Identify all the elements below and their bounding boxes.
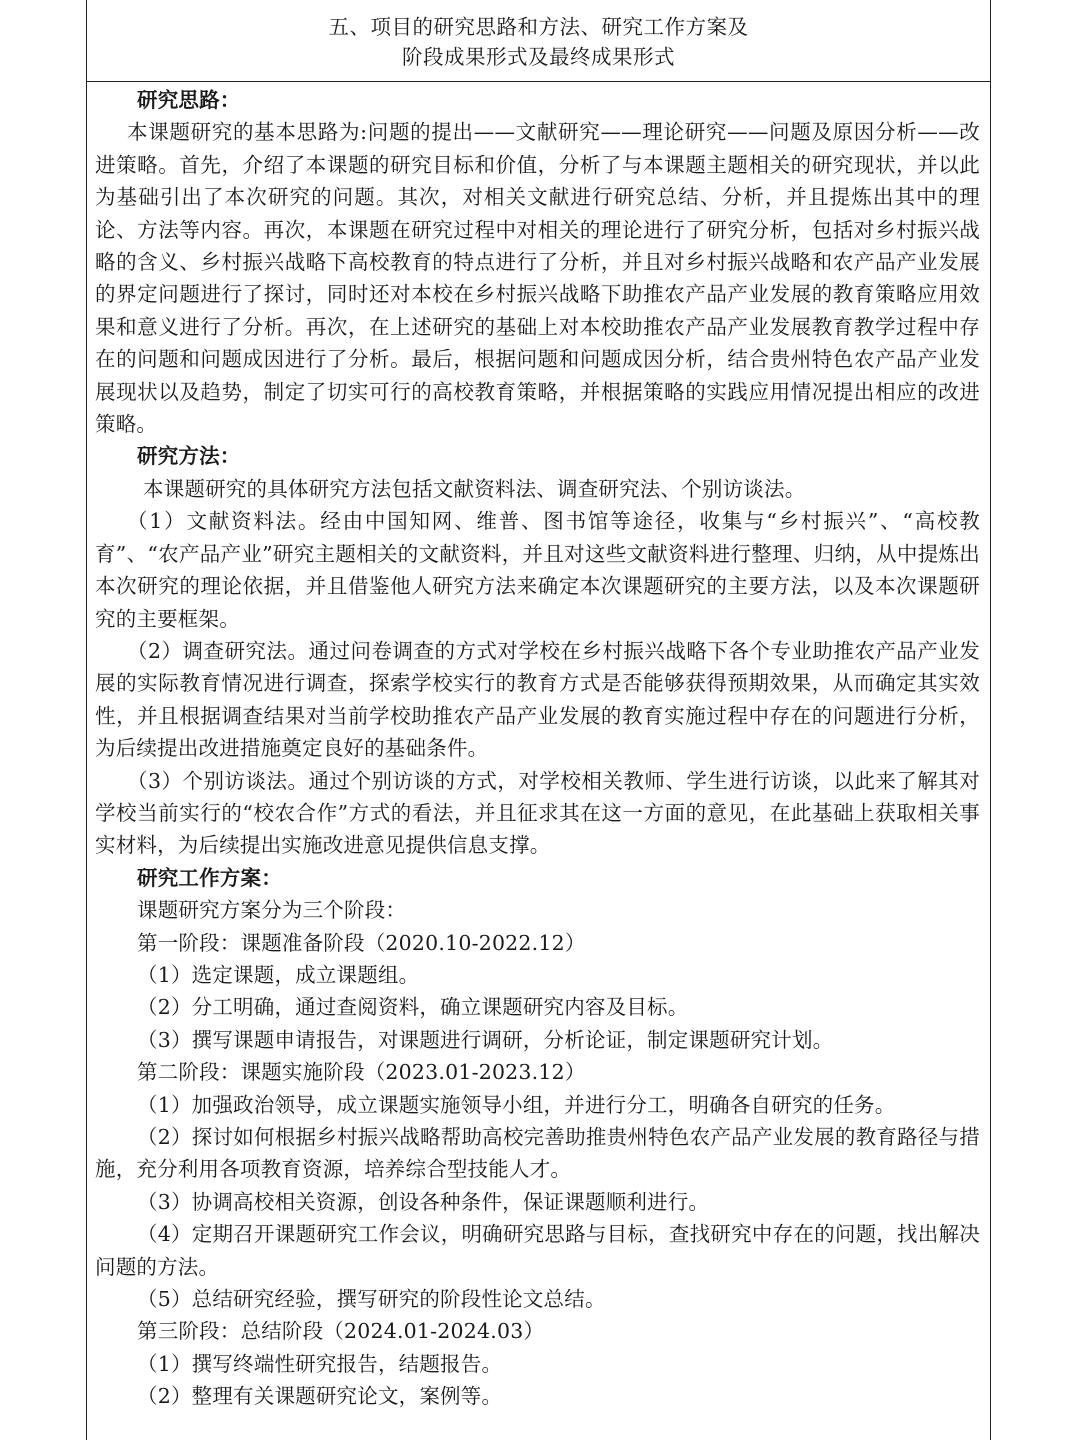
stage-1-item: （2）分工明确，通过查阅资料，确立课题研究内容及目标。 <box>137 995 689 1020</box>
stage-1-item: （1）选定课题，成立课题组。 <box>137 962 420 987</box>
research-approach-heading: 研究思路： <box>137 88 241 112</box>
stage-3-item: （2）整理有关课题研究论文，案例等。 <box>137 1384 503 1409</box>
section-title-line-1: 五、项目的研究思路和方法、研究工作方案及 <box>328 15 749 39</box>
section-title-cell <box>87 0 990 82</box>
stage-3-item: （1）撰写终端性研究报告，结题报告。 <box>137 1351 503 1376</box>
stage-2-item: （5）总结研究经验，撰写研究的阶段性论文总结。 <box>137 1287 606 1312</box>
research-methods-heading: 研究方法： <box>137 444 241 469</box>
stage-2-item: （1）加强政治领导，成立课题实施领导小组，并进行分工，明确各自研究的任务。 <box>137 1092 896 1117</box>
work-plan-heading: 研究工作方案： <box>137 865 282 890</box>
stage-2-item: （4）定期召开课题研究工作会议，明确研究思路与目标，查找研究中存在的问题，找出解决问题的方法。 <box>95 1222 980 1279</box>
stage-3-title: 第三阶段：总结阶段（2024.01-2024.03） <box>137 1319 545 1344</box>
document-table <box>86 0 991 1440</box>
research-methods-intro: 本课题研究的具体研究方法包括文献资料法、调查研究法、个别访谈法。 <box>143 476 806 501</box>
stage-2-item: （2）探讨如何根据乡村振兴战略帮助高校完善助推贵州特色农产品产业发展的教育路径与措施，充分利用各项教育资源，培养综合型技能人才。 <box>95 1125 980 1182</box>
section-body <box>87 82 990 1413</box>
work-plan-intro: 课题研究方案分为三个阶段： <box>137 898 407 923</box>
method-literature: （1）文献资料法。经由中国知网、维普、图书馆等途径，收集与“乡村振兴”、“高校教育”、“农产品产业”研究主题相关的文献资料，并且对这些文献资料进行整理、归纳，从中提炼出本次研究的理论依据，并且借鉴他人研究方法来确定本次课题研究的主要方法，以及本次课题研究的主要框架。 <box>95 509 980 631</box>
section-title-line-2: 阶段成果形式及最终成果形式 <box>402 45 675 69</box>
stage-1-title: 第一阶段：课题准备阶段（2020.10-2022.12） <box>137 930 586 955</box>
stage-2-item: （3）协调高校相关资源，创设各种条件，保证课题顺利进行。 <box>137 1189 710 1214</box>
research-approach-paragraph: 本课题研究的基本思路为:问题的提出——文献研究——理论研究——问题及原因分析——改进策略。首先，介绍了本课题的研究目标和价值，分析了与本课题主题相关的研究现状，并以此为基础引出了本次研究的问题。其次，对相关文献进行研究总结、分析，并且提炼出其中的理论、方法等内容。再次，本课题在研究过程中对相关的理论进行了研究分析，包括对乡村振兴战略的含义、乡村振兴战略下高校教育的特点进行了分析，并且对乡村振兴战略和农产品产业发展的界定问题进行了探讨，同时还对本校在乡村振兴战略下助推农产品产业发展的教育策略应用效果和意义进行了分析。再次，在上述研究的基础上对本校助推农产品产业发展教育教学过程中存在的问题和问题成因进行了分析。最后，根据问题和问题成因分析，结合贵州特色农产品产业发展现状以及趋势，制定了切实可行的高校教育策略，并根据策略的实践应用情况提出相应的改进策略。 <box>95 120 980 437</box>
stage-1-item: （3）撰写课题申请报告，对课题进行调研，分析论证，制定课题研究计划。 <box>137 1027 834 1052</box>
method-survey: （2）调查研究法。通过问卷调查的方式对学校在乡村振兴战略下各个专业助推农产品产业发展的实际教育情况进行调查，探索学校实行的教育方式是否能够获得预期效果，从而确定其实效性，并且根据调查结果对当前学校助推农产品产业发展的教育实施过程中存在的问题进行分析，为后续提出改进措施奠定良好的基础条件。 <box>95 638 980 761</box>
stage-2-title: 第二阶段：课题实施阶段（2023.01-2023.12） <box>137 1060 586 1085</box>
method-interview: （3）个别访谈法。通过个别访谈的方式，对学校相关教师、学生进行访谈，以此来了解其对学校当前实行的“校农合作”方式的看法，并且征求其在这一方面的意见，在此基础上获取相关事实材料，为后续提出实施改进意见提供信息支撑。 <box>95 768 980 858</box>
